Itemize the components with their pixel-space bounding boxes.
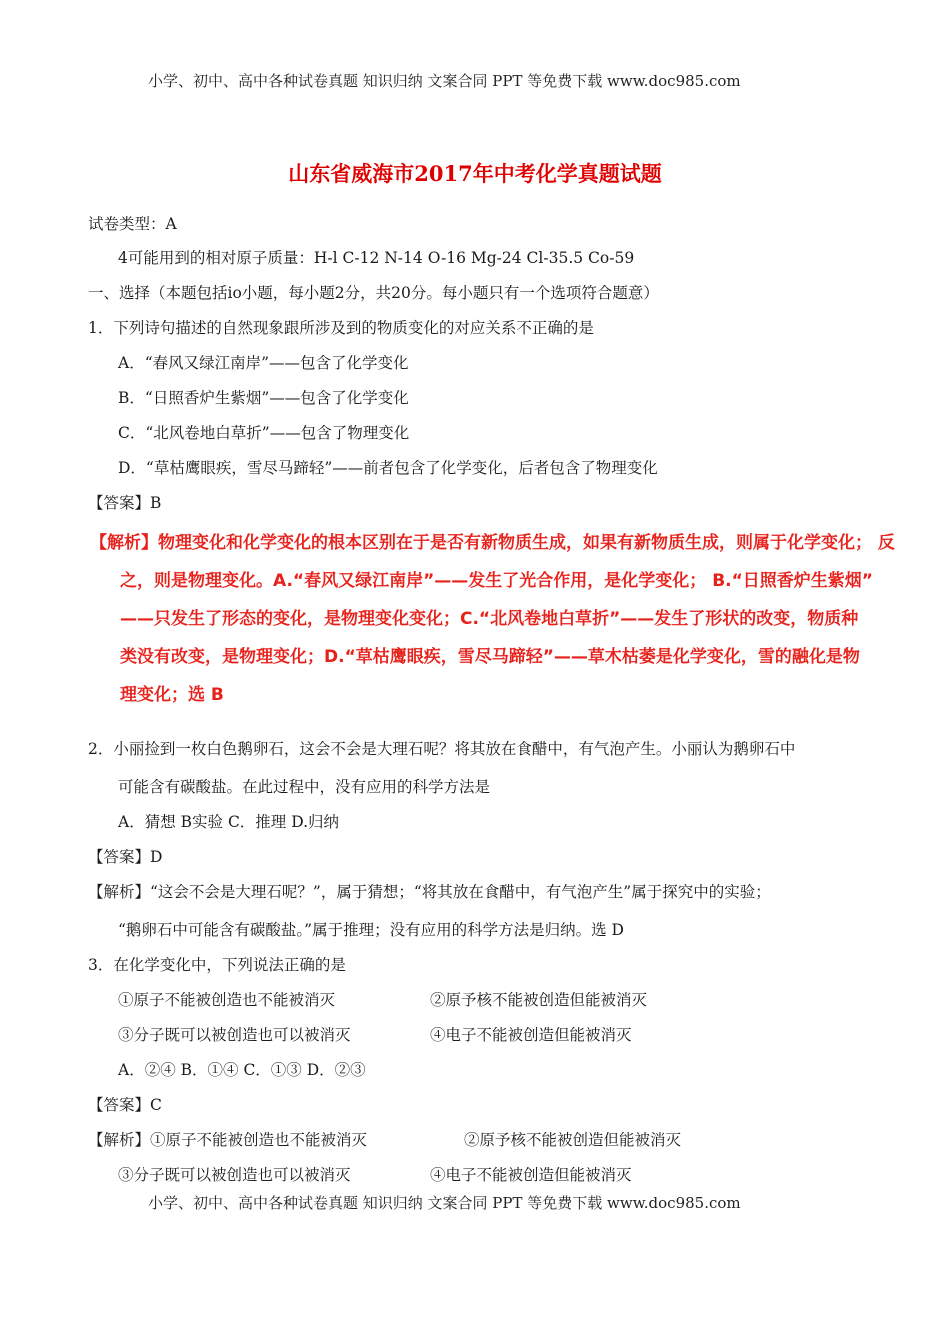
paper-type: 试卷类型：A — [88, 215, 177, 233]
question-3-analysis-s3: ③分子既可以被创造也可以被消灭 — [118, 1166, 351, 1184]
section-heading: 一、选择（本题包括io小题，每小题2分，共20分。每小题只有一个选项符合题意） — [88, 284, 659, 302]
question-1-analysis-line: 【解析】物理变化和化学变化的根本区别在于是否有新物质生成，如果有新物质生成，则属于化学变化； 反 — [90, 533, 895, 553]
question-3-analysis-s4: ④电子不能被创造但能被消灭 — [430, 1166, 632, 1184]
question-3-stem: 3．在化学变化中，下列说法正确的是 — [88, 956, 346, 974]
question-3-analysis-s1: 【解析】①原子不能被创造也不能被消灭 — [88, 1131, 368, 1149]
question-2-stem-cont: 可能含有碳酸盐。在此过程中，没有应用的科学方法是 — [118, 778, 491, 796]
atomic-masses: 4可能用到的相对原子质量：H-l C-12 N-14 O-16 Mg-24 Cl-35.5 Co-59 — [118, 249, 635, 267]
page-header: 小学、初中、高中各种试卷真题 知识归纳 文案合同 PPT 等免费下载 www.doc985.com — [148, 72, 741, 90]
page-footer: 小学、初中、高中各种试卷真题 知识归纳 文案合同 PPT 等免费下载 www.doc985.com — [148, 1194, 741, 1212]
question-3-options: A．②④ B．①④ C．①③ D．②③ — [118, 1061, 366, 1079]
question-2-analysis-cont: “鹅卵石中可能含有碳酸盐。”属于推理；没有应用的科学方法是归纳。选 D — [118, 921, 624, 939]
question-2-options: A．猜想 B实验 C．推理 D.归纳 — [118, 813, 340, 831]
question-1-analysis-line: 类没有改变，是物理变化；D.“草枯鹰眼疾，雪尽马蹄轻”——草木枯萎是化学变化，雪的融化是物 — [120, 647, 860, 667]
question-1-option-c: C．“北风卷地白草折”——包含了物理变化 — [118, 424, 410, 442]
question-1-analysis-line: 之，则是物理变化。A.“春风又绿江南岸”——发生了光合作用，是化学变化； B.“日照香炉生紫烟” — [120, 571, 873, 591]
question-3-analysis-s2: ②原予核不能被创造但能被消灭 — [464, 1131, 682, 1149]
question-2-analysis: 【解析】“这会不会是大理石呢？”，属于猜想；“将其放在食醋中，有气泡产生”属于探究中的实验； — [88, 883, 771, 901]
question-1-answer: 【答案】B — [88, 494, 162, 512]
question-2-stem: 2．小丽捡到一枚白色鹅卵石，这会不会是大理石呢？将其放在食醋中，有气泡产生。小丽认为鹅卵石中 — [88, 740, 796, 758]
question-3-answer: 【答案】C — [88, 1096, 162, 1114]
question-1-option-d: D．“草枯鹰眼疾，雪尽马蹄轻”——前者包含了化学变化，后者包含了物理变化 — [118, 459, 658, 477]
question-1-analysis-line: ——只发生了形态的变化，是物理变化变化；C.“北风卷地白草折”——发生了形状的改变，物质种 — [120, 609, 859, 629]
question-1-option-b: B．“日照香炉生紫烟”——包含了化学变化 — [118, 389, 409, 407]
question-3-statement-2: ②原予核不能被创造但能被消灭 — [430, 991, 648, 1009]
page-title: 山东省威海市2017年中考化学真题试题 — [288, 161, 662, 186]
question-3-statement-1: ①原子不能被创造也不能被消灭 — [118, 991, 336, 1009]
question-2-answer: 【答案】D — [88, 848, 163, 866]
question-3-statement-3: ③分子既可以被创造也可以被消灭 — [118, 1026, 351, 1044]
question-1-analysis-line: 理变化；选 B — [120, 685, 224, 705]
question-1-stem: 1．下列诗句描述的自然现象跟所涉及到的物质变化的对应关系不正确的是 — [88, 319, 594, 337]
question-3-statement-4: ④电子不能被创造但能被消灭 — [430, 1026, 632, 1044]
question-1-option-a: A．“春风又绿江南岸”——包含了化学变化 — [118, 354, 409, 372]
